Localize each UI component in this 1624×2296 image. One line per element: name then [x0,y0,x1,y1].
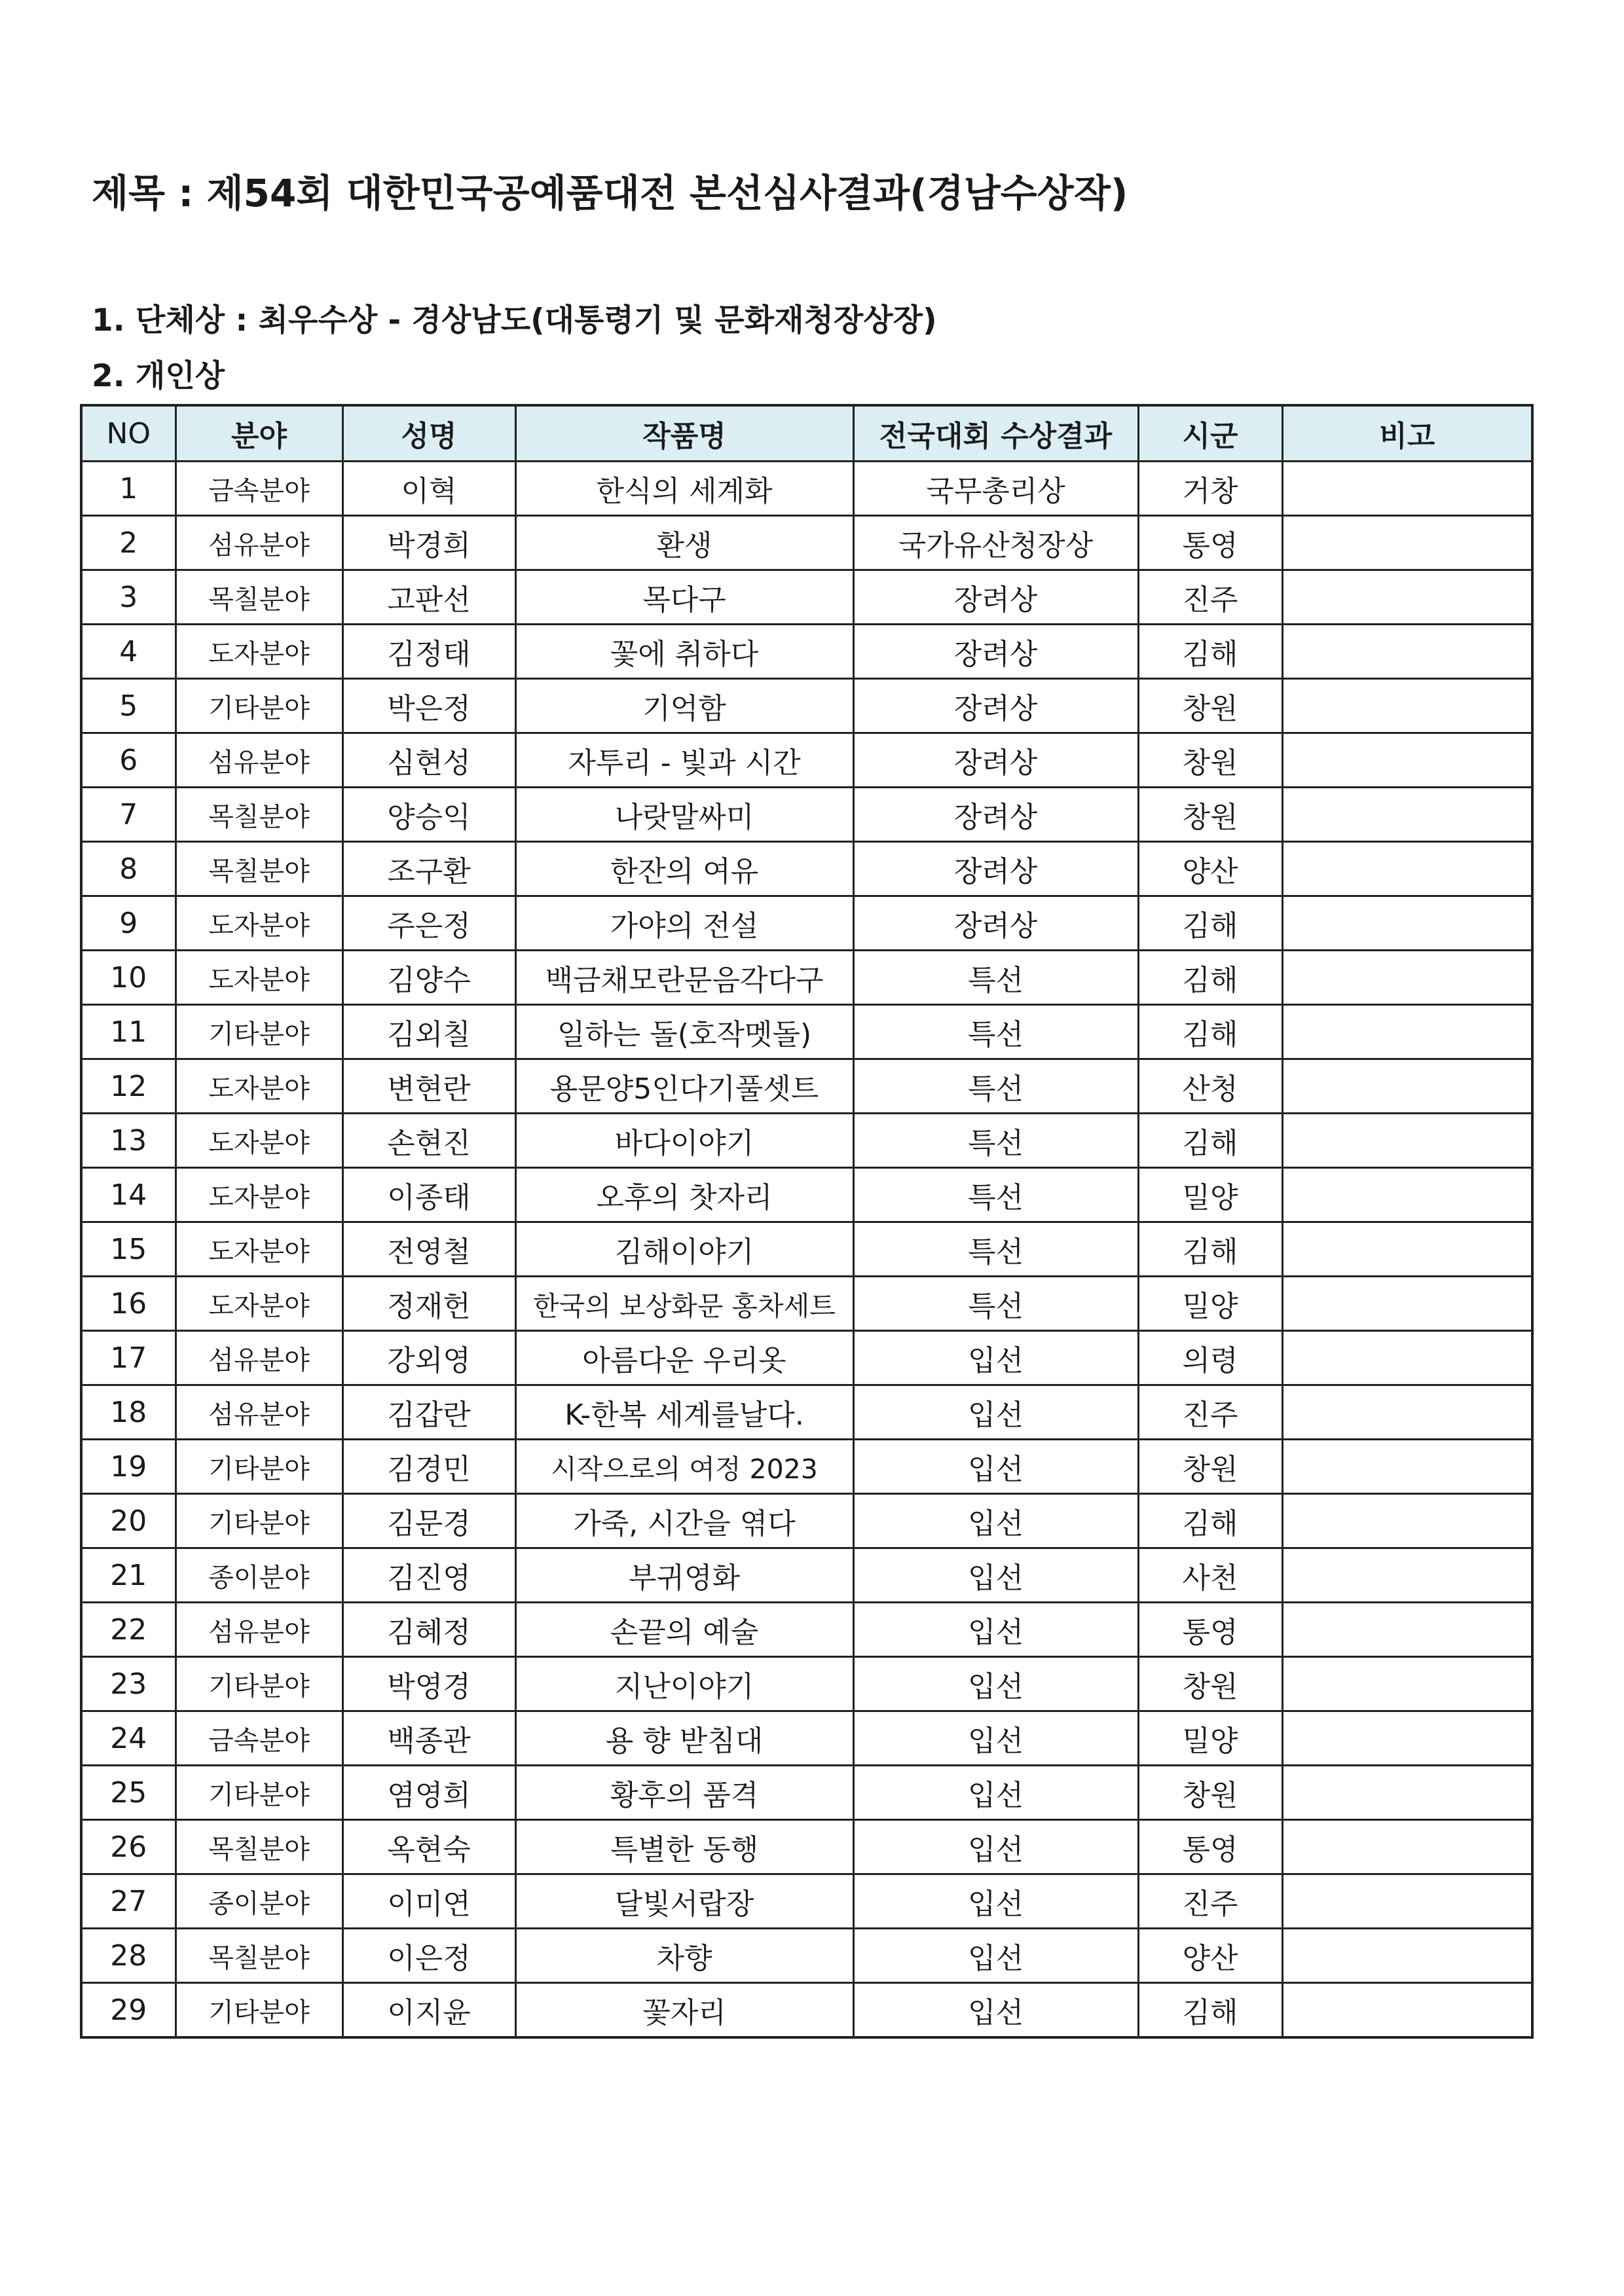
cell-work: 부귀영화 [515,1548,853,1603]
cell-city: 김해 [1138,896,1282,951]
table-row [81,462,1532,516]
cell-city: 통영 [1138,516,1282,570]
cell-name: 김문경 [342,1494,515,1548]
cell-work: 일하는 돌(호작멧돌) [515,1005,853,1059]
cell-field: 도자분야 [175,896,342,951]
cell-work: 목다구 [515,570,853,625]
table-row [81,1548,1532,1603]
cell-note [1282,1494,1532,1548]
cell-no: 16 [81,1277,175,1331]
table-row [81,733,1532,788]
cell-result: 장려상 [853,842,1138,896]
table-row [81,1603,1532,1657]
cell-work: 차향 [515,1929,853,1983]
cell-note [1282,570,1532,625]
cell-name: 이은정 [342,1929,515,1983]
cell-result: 입선 [853,1603,1138,1657]
cell-city: 진주 [1138,1385,1282,1440]
cell-city: 사천 [1138,1548,1282,1603]
cell-name: 백종관 [342,1711,515,1766]
table-row [81,1929,1532,1983]
cell-note [1282,1874,1532,1929]
cell-name: 김정태 [342,625,515,679]
cell-city: 거창 [1138,462,1282,516]
cell-result: 입선 [853,1929,1138,1983]
cell-no: 6 [81,733,175,788]
cell-field: 목칠분야 [175,788,342,842]
cell-note [1282,1440,1532,1494]
cell-name: 박영경 [342,1657,515,1711]
cell-no: 13 [81,1114,175,1168]
cell-name: 김외칠 [342,1005,515,1059]
cell-city: 양산 [1138,1929,1282,1983]
cell-name: 이미연 [342,1874,515,1929]
cell-city: 밀양 [1138,1168,1282,1222]
table-row [81,1711,1532,1766]
cell-name: 변현란 [342,1059,515,1114]
cell-work: 한식의 세계화 [515,462,853,516]
table-row [81,1874,1532,1929]
cell-note [1282,1059,1532,1114]
cell-note [1282,1331,1532,1385]
cell-work: 용 향 받침대 [515,1711,853,1766]
cell-city: 창원 [1138,1766,1282,1820]
header-city: 시군 [1138,405,1282,462]
cell-note [1282,1766,1532,1820]
cell-city: 김해 [1138,951,1282,1005]
header-field: 분야 [175,405,342,462]
cell-field: 금속분야 [175,1711,342,1766]
cell-result: 특선 [853,951,1138,1005]
cell-field: 기타분야 [175,1657,342,1711]
cell-city: 통영 [1138,1820,1282,1874]
cell-result: 입선 [853,1983,1138,2038]
table-row [81,842,1532,896]
cell-work: 백금채모란문음각다구 [515,951,853,1005]
cell-field: 종이분야 [175,1874,342,1929]
cell-note [1282,951,1532,1005]
cell-note [1282,1603,1532,1657]
cell-note [1282,1711,1532,1766]
cell-field: 도자분야 [175,1059,342,1114]
cell-name: 이종태 [342,1168,515,1222]
cell-field: 섬유분야 [175,1603,342,1657]
cell-no: 2 [81,516,175,570]
cell-no: 10 [81,951,175,1005]
cell-name: 김양수 [342,951,515,1005]
cell-city: 김해 [1138,1005,1282,1059]
cell-name: 이혁 [342,462,515,516]
cell-field: 목칠분야 [175,1820,342,1874]
cell-result: 장려상 [853,570,1138,625]
cell-name: 정재헌 [342,1277,515,1331]
cell-work: 달빛서랍장 [515,1874,853,1929]
cell-no: 25 [81,1766,175,1820]
table-row [81,1168,1532,1222]
cell-field: 섬유분야 [175,733,342,788]
table-row [81,1766,1532,1820]
group-award-heading: 1. 단체상 : 최우수상 - 경상남도(대통령기 및 문화재청장상장) [92,302,937,338]
cell-result: 입선 [853,1440,1138,1494]
cell-note [1282,1820,1532,1874]
cell-name: 조구환 [342,842,515,896]
cell-field: 기타분야 [175,1983,342,2038]
cell-city: 창원 [1138,679,1282,733]
cell-no: 26 [81,1820,175,1874]
cell-work: 김해이야기 [515,1222,853,1277]
cell-result: 입선 [853,1874,1138,1929]
cell-no: 9 [81,896,175,951]
header-note: 비고 [1282,405,1532,462]
cell-field: 기타분야 [175,1494,342,1548]
header-work: 작품명 [515,405,853,462]
cell-work: 특별한 동행 [515,1820,853,1874]
cell-name: 김갑란 [342,1385,515,1440]
table-row [81,1657,1532,1711]
results-table [80,404,1534,2039]
cell-result: 장려상 [853,896,1138,951]
cell-city: 창원 [1138,1440,1282,1494]
table-row [81,896,1532,951]
cell-name: 김진영 [342,1548,515,1603]
cell-no: 22 [81,1603,175,1657]
cell-result: 장려상 [853,733,1138,788]
cell-field: 도자분야 [175,1277,342,1331]
cell-work: 꽃자리 [515,1983,853,2038]
cell-result: 장려상 [853,679,1138,733]
cell-name: 강외영 [342,1331,515,1385]
cell-field: 도자분야 [175,1168,342,1222]
table-row [81,1440,1532,1494]
cell-name: 심현성 [342,733,515,788]
cell-note [1282,1657,1532,1711]
cell-name: 박경희 [342,516,515,570]
cell-note [1282,733,1532,788]
cell-note [1282,516,1532,570]
cell-work: 한잔의 여유 [515,842,853,896]
cell-result: 특선 [853,1168,1138,1222]
cell-note [1282,1929,1532,1983]
cell-name: 주은정 [342,896,515,951]
cell-field: 종이분야 [175,1548,342,1603]
cell-work: 지난이야기 [515,1657,853,1711]
cell-result: 특선 [853,1114,1138,1168]
cell-work: K-한복 세계를날다. [515,1385,853,1440]
cell-work: 기억함 [515,679,853,733]
table-row [81,1222,1532,1277]
cell-no: 19 [81,1440,175,1494]
cell-no: 27 [81,1874,175,1929]
table-row [81,570,1532,625]
cell-note [1282,1385,1532,1440]
cell-work: 용문양5인다기풀셋트 [515,1059,853,1114]
cell-work: 꽃에 취하다 [515,625,853,679]
cell-result: 입선 [853,1657,1138,1711]
cell-field: 금속분야 [175,462,342,516]
cell-result: 장려상 [853,788,1138,842]
cell-work: 나랏말싸미 [515,788,853,842]
cell-field: 섬유분야 [175,516,342,570]
cell-result: 국무총리상 [853,462,1138,516]
cell-result: 입선 [853,1385,1138,1440]
cell-note [1282,1168,1532,1222]
cell-city: 김해 [1138,1222,1282,1277]
cell-no: 8 [81,842,175,896]
cell-name: 염영희 [342,1766,515,1820]
cell-no: 24 [81,1711,175,1766]
table-row [81,1059,1532,1114]
cell-result: 입선 [853,1820,1138,1874]
cell-field: 도자분야 [175,951,342,1005]
table-row [81,1331,1532,1385]
cell-note [1282,679,1532,733]
cell-no: 11 [81,1005,175,1059]
cell-field: 기타분야 [175,679,342,733]
cell-result: 입선 [853,1548,1138,1603]
cell-result: 특선 [853,1222,1138,1277]
cell-result: 장려상 [853,625,1138,679]
cell-city: 김해 [1138,1494,1282,1548]
table-row [81,788,1532,842]
cell-no: 14 [81,1168,175,1222]
cell-name: 이지윤 [342,1983,515,2038]
header-name: 성명 [342,405,515,462]
cell-no: 1 [81,462,175,516]
cell-no: 18 [81,1385,175,1440]
cell-name: 박은정 [342,679,515,733]
cell-field: 도자분야 [175,1114,342,1168]
cell-name: 김경민 [342,1440,515,1494]
cell-result: 국가유산청장상 [853,516,1138,570]
table-row [81,625,1532,679]
cell-city: 김해 [1138,1983,1282,2038]
cell-result: 특선 [853,1059,1138,1114]
cell-city: 진주 [1138,570,1282,625]
cell-work: 가야의 전설 [515,896,853,951]
table-row [81,1005,1532,1059]
cell-work: 환생 [515,516,853,570]
cell-city: 창원 [1138,1657,1282,1711]
cell-note [1282,625,1532,679]
cell-field: 목칠분야 [175,842,342,896]
cell-note [1282,896,1532,951]
cell-no: 4 [81,625,175,679]
cell-no: 23 [81,1657,175,1711]
cell-city: 밀양 [1138,1277,1282,1331]
cell-city: 밀양 [1138,1711,1282,1766]
table-row [81,1385,1532,1440]
cell-name: 전영철 [342,1222,515,1277]
cell-city: 김해 [1138,1114,1282,1168]
table-row [81,1983,1532,2038]
cell-result: 입선 [853,1331,1138,1385]
table-row [81,951,1532,1005]
cell-name: 손현진 [342,1114,515,1168]
cell-field: 섬유분야 [175,1331,342,1385]
cell-city: 김해 [1138,625,1282,679]
individual-award-heading: 2. 개인상 [92,358,225,394]
cell-result: 특선 [853,1005,1138,1059]
cell-no: 17 [81,1331,175,1385]
header-no: NO [81,405,175,462]
cell-result: 특선 [853,1277,1138,1331]
cell-city: 양산 [1138,842,1282,896]
cell-no: 28 [81,1929,175,1983]
cell-city: 산청 [1138,1059,1282,1114]
table-row [81,1114,1532,1168]
cell-name: 김혜정 [342,1603,515,1657]
cell-city: 창원 [1138,788,1282,842]
cell-no: 3 [81,570,175,625]
cell-no: 12 [81,1059,175,1114]
cell-field: 기타분야 [175,1440,342,1494]
cell-work: 자투리 - 빛과 시간 [515,733,853,788]
cell-field: 도자분야 [175,625,342,679]
cell-note [1282,1548,1532,1603]
cell-field: 목칠분야 [175,570,342,625]
header-result: 전국대회 수상결과 [853,405,1138,462]
cell-no: 5 [81,679,175,733]
table-row [81,516,1532,570]
cell-field: 목칠분야 [175,1929,342,1983]
cell-result: 입선 [853,1766,1138,1820]
cell-note [1282,1277,1532,1331]
cell-city: 진주 [1138,1874,1282,1929]
cell-city: 의령 [1138,1331,1282,1385]
table-row [81,679,1532,733]
cell-note [1282,1114,1532,1168]
cell-no: 21 [81,1548,175,1603]
cell-note [1282,462,1532,516]
cell-no: 20 [81,1494,175,1548]
document-title: 제목 : 제54회 대한민국공예품대전 본선심사결과(경남수상작) [92,171,1128,215]
cell-name: 양승익 [342,788,515,842]
cell-note [1282,788,1532,842]
cell-name: 옥현숙 [342,1820,515,1874]
table-row [81,1820,1532,1874]
cell-note [1282,1222,1532,1277]
cell-note [1282,842,1532,896]
cell-no: 15 [81,1222,175,1277]
cell-no: 29 [81,1983,175,2038]
cell-city: 창원 [1138,733,1282,788]
cell-field: 기타분야 [175,1005,342,1059]
cell-field: 섬유분야 [175,1385,342,1440]
cell-work: 가죽, 시간을 엮다 [515,1494,853,1548]
table-row [81,1494,1532,1548]
cell-field: 도자분야 [175,1222,342,1277]
cell-note [1282,1005,1532,1059]
cell-name: 고판선 [342,570,515,625]
cell-city: 통영 [1138,1603,1282,1657]
cell-work: 아름다운 우리옷 [515,1331,853,1385]
table-row [81,1277,1532,1331]
cell-work: 손끝의 예술 [515,1603,853,1657]
cell-work: 황후의 품격 [515,1766,853,1820]
cell-note [1282,1983,1532,2038]
table-header-row [81,405,1532,462]
cell-result: 입선 [853,1711,1138,1766]
cell-work: 바다이야기 [515,1114,853,1168]
cell-field: 기타분야 [175,1766,342,1820]
cell-work: 한국의 보상화문 홍차세트 [515,1277,853,1331]
cell-work: 오후의 찻자리 [515,1168,853,1222]
cell-result: 입선 [853,1494,1138,1548]
cell-work: 시작으로의 여정 2023 [515,1440,853,1494]
cell-no: 7 [81,788,175,842]
